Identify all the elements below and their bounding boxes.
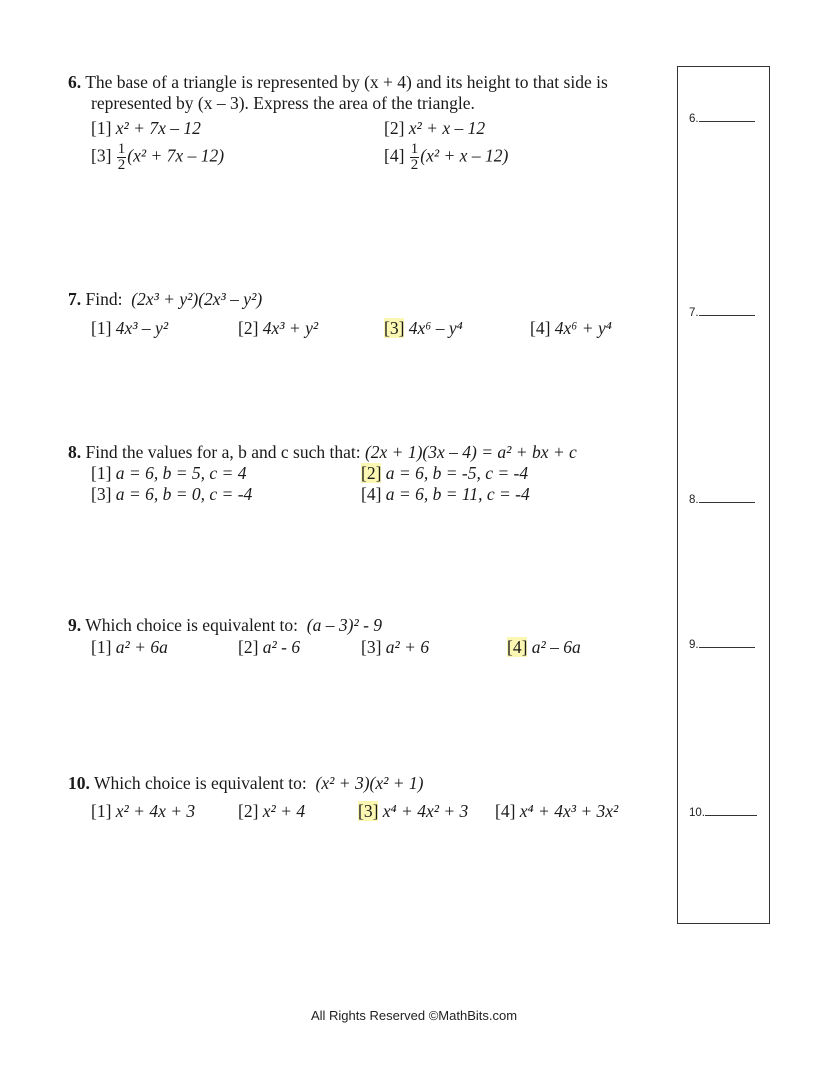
question-expression: (2x³ + y²)(2x³ – y²)	[131, 289, 263, 309]
fraction-one-half: $\frac{1}{2}$	[117, 141, 126, 173]
answer-blank-7[interactable]	[689, 304, 755, 319]
choice-q7-1[interactable]	[91, 318, 168, 338]
choice-label: [2]	[238, 318, 259, 338]
choice-q8-1[interactable]	[91, 463, 246, 483]
answer-blank-9[interactable]	[689, 636, 755, 651]
question-text: The base of a triangle is represented by (x + 4) and its height to that side is	[85, 72, 608, 92]
choice-text: (x² + x – 12)	[420, 145, 509, 166]
question-prompt: Find:	[85, 289, 123, 309]
question-prompt: Which choice is equivalent to:	[85, 615, 299, 635]
answer-blank-line	[705, 804, 757, 816]
choice-label: [4]	[495, 801, 516, 821]
choice-text: a² - 6	[262, 637, 301, 657]
choice-text: x² + 4	[262, 801, 306, 821]
answer-blank-10[interactable]	[689, 804, 757, 819]
question-expression: (2x + 1)(3x – 4) = a² + bx + c	[364, 442, 577, 462]
question-number: 8.	[68, 442, 82, 462]
copyright-footer: All Rights Reserved ©MathBits.com	[310, 1008, 518, 1023]
choice-label: [4]	[384, 145, 405, 166]
choice-q8-3[interactable]	[91, 484, 252, 504]
choice-q6-1[interactable]	[91, 118, 201, 138]
question-expression: (a – 3)² - 9	[306, 615, 383, 635]
choice-text: a = 6, b = 5, c = 4	[115, 463, 247, 483]
question-6-text-line-2: represented by (x – 3). Express the area of the triangle.	[91, 93, 475, 113]
choice-text: 4x⁶ + y⁴	[554, 318, 612, 338]
choice-text: 4x⁶ – y⁴	[408, 318, 463, 338]
choice-q7-4[interactable]	[530, 318, 612, 338]
answer-blank-label: 7.	[689, 307, 699, 319]
question-number: 9.	[68, 615, 82, 635]
choice-q10-1[interactable]	[91, 801, 195, 821]
choice-q8-2[interactable]	[361, 463, 528, 483]
choice-q9-3[interactable]	[361, 637, 429, 657]
choice-q10-4[interactable]	[495, 801, 618, 821]
question-8-text	[68, 442, 577, 462]
choice-q7-3[interactable]	[384, 318, 463, 338]
choice-label: [3]	[361, 637, 382, 657]
question-6-text-line-1	[68, 72, 608, 92]
question-expression: (x² + 3)(x² + 1)	[315, 773, 424, 793]
choice-label: [1]	[91, 318, 112, 338]
answer-blank-line	[699, 636, 755, 648]
choice-label-highlighted: [3]	[358, 801, 379, 821]
choice-q6-3[interactable]	[91, 142, 224, 173]
choice-text: x⁴ + 4x³ + 3x²	[519, 801, 619, 821]
choice-q10-2[interactable]	[238, 801, 305, 821]
choice-text: x² + 4x + 3	[115, 801, 196, 821]
choice-q6-4[interactable]	[384, 142, 508, 173]
question-7-text	[68, 289, 262, 309]
question-prompt: Find the values for a, b and c such that:	[85, 442, 361, 462]
answer-blank-8[interactable]	[689, 491, 755, 506]
choice-text: x² + x – 12	[408, 118, 486, 138]
choice-text: a² + 6	[385, 637, 430, 657]
answer-blank-line	[699, 110, 755, 122]
question-number: 7.	[68, 289, 82, 309]
choice-label: [4]	[361, 484, 382, 504]
choice-label: [1]	[91, 118, 112, 138]
choice-label: [2]	[238, 637, 259, 657]
answer-blank-label: 10.	[689, 807, 705, 819]
choice-q6-2[interactable]	[384, 118, 485, 138]
choice-q9-2[interactable]	[238, 637, 300, 657]
choice-text: a² + 6a	[115, 637, 168, 657]
choice-text: a = 6, b = 11, c = -4	[385, 484, 530, 504]
question-9-text	[68, 615, 382, 635]
choice-q7-2[interactable]	[238, 318, 318, 338]
choice-label-highlighted: [2]	[361, 463, 382, 483]
choice-text: a² – 6a	[531, 637, 581, 657]
choice-text: a = 6, b = -5, c = -4	[385, 463, 529, 483]
choice-text: a = 6, b = 0, c = -4	[115, 484, 253, 504]
fraction-one-half: $\frac{1}{2}$	[410, 141, 419, 173]
choice-label: [1]	[91, 463, 112, 483]
choice-label-highlighted: [4]	[507, 637, 528, 657]
choice-label: [3]	[91, 145, 112, 166]
answer-blank-line	[699, 491, 755, 503]
question-number: 10.	[68, 773, 90, 793]
choice-label: [4]	[530, 318, 551, 338]
choice-text: 4x³ – y²	[115, 318, 169, 338]
choice-text: x⁴ + 4x² + 3	[382, 801, 469, 821]
choice-text: 4x³ + y²	[262, 318, 319, 338]
answer-blank-line	[699, 304, 755, 316]
answer-blank-label: 8.	[689, 494, 699, 506]
question-prompt: Which choice is equivalent to:	[93, 773, 307, 793]
question-number: 6.	[68, 72, 82, 92]
choice-q9-1[interactable]	[91, 637, 168, 657]
answer-blank-6[interactable]	[689, 110, 755, 125]
choice-label: [3]	[91, 484, 112, 504]
choice-q8-4[interactable]	[361, 484, 530, 504]
choice-text: (x² + 7x – 12)	[127, 145, 225, 166]
answer-blank-label: 9.	[689, 639, 699, 651]
choice-label: [2]	[384, 118, 405, 138]
answer-blank-label: 6.	[689, 113, 699, 125]
choice-q10-3[interactable]	[358, 801, 468, 821]
choice-label: [2]	[238, 801, 259, 821]
choice-label: [1]	[91, 801, 112, 821]
choice-label: [1]	[91, 637, 112, 657]
choice-text: x² + 7x – 12	[115, 118, 201, 138]
choice-label-highlighted: [3]	[384, 318, 405, 338]
choice-q9-4[interactable]	[507, 637, 581, 657]
question-10-text	[68, 773, 424, 793]
